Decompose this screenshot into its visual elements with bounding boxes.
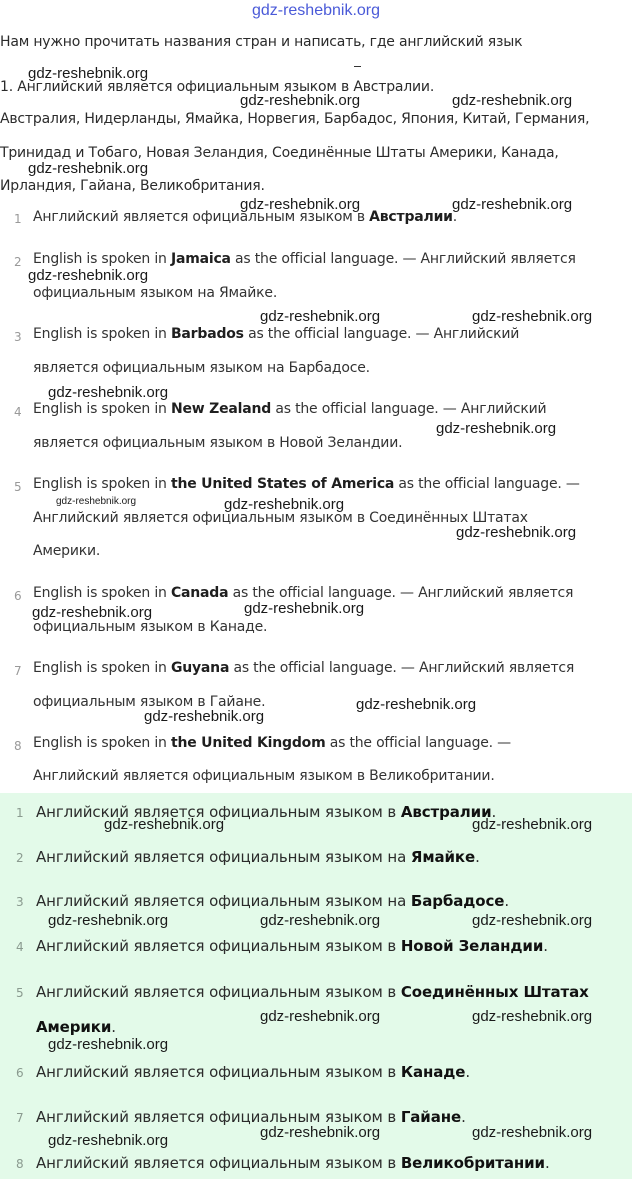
answer-line-2: Английский является официальным языком в Соединённых Штатах: [33, 510, 528, 526]
answer-line: English is spoken in Jamaica as the official language. — Английский является: [33, 251, 576, 267]
task-intro: Нам нужно прочитать названия стран и написать, где английский язык: [0, 34, 523, 50]
answer-line-2: Английский является официальным языком в Великобритании.: [33, 768, 495, 784]
answer-line: English is spoken in Guyana as the official language. — Английский является: [33, 660, 575, 676]
answer-line: English is spoken in New Zealand as the official language. — Английский: [33, 401, 547, 417]
translation-number: 8: [16, 1157, 24, 1171]
translation-number: 3: [16, 895, 24, 909]
watermark: gdz-reshebnik.org: [452, 92, 573, 109]
answer-number: 2: [14, 255, 22, 269]
countries-line-1: Австралия, Нидерланды, Ямайка, Норвегия, Барбадос, Япония, Китай, Германия,: [0, 111, 590, 127]
watermark: gdz-reshebnik.org: [436, 420, 557, 437]
translation-number: 1: [16, 806, 24, 820]
task-example: 1. Английский является официальным языком в Австралии.: [0, 79, 435, 95]
translation-line: Английский является официальным языком в Канаде.: [36, 1063, 471, 1081]
answer-number: 7: [14, 664, 22, 678]
translation-line: Английский является официальным языком в Новой Зеландии.: [36, 937, 548, 955]
translation-line: Английский является официальным языком в Гайане.: [36, 1108, 466, 1126]
answer-number: 6: [14, 589, 22, 603]
watermark: gdz-reshebnik.org: [56, 496, 137, 507]
watermark: gdz-reshebnik.org: [48, 912, 169, 929]
answer-line: English is spoken in Barbados as the official language. — Английский: [33, 326, 520, 342]
watermark: gdz-reshebnik.org: [48, 384, 169, 401]
watermark: gdz-reshebnik.org: [472, 308, 593, 325]
watermark: gdz-reshebnik.org: [240, 196, 361, 213]
watermark: gdz-reshebnik.org: [28, 160, 149, 177]
watermark: gdz-reshebnik.org: [356, 696, 477, 713]
watermark: gdz-reshebnik.org: [244, 600, 365, 617]
dash-mark: [354, 66, 361, 67]
watermark: gdz-reshebnik.org: [472, 816, 593, 833]
watermark: gdz-reshebnik.org: [260, 1008, 381, 1025]
translation-number: 5: [16, 986, 24, 1000]
answer-line: Английский является официальным языком в Австралии.: [33, 209, 458, 225]
watermark: gdz-reshebnik.org: [452, 196, 573, 213]
watermark: gdz-reshebnik.org: [28, 267, 149, 284]
watermark: gdz-reshebnik.org: [240, 92, 361, 109]
watermark: gdz-reshebnik.org: [224, 496, 345, 513]
translation-number: 4: [16, 940, 24, 954]
translation-number: 7: [16, 1111, 24, 1125]
answer-line-2: официальным языком в Гайане.: [33, 694, 266, 710]
answer-line: English is spoken in the United States of America as the official language. —: [33, 476, 580, 492]
answer-line-2: официальным языком на Ямайке.: [33, 285, 278, 301]
translation-line: Английский является официальным языком на Барбадосе.: [36, 892, 510, 910]
watermark: gdz-reshebnik.org: [472, 1008, 593, 1025]
watermark: gdz-reshebnik.org: [144, 708, 265, 725]
watermark: gdz-reshebnik.org: [472, 1124, 593, 1141]
answer-line-2: является официальным языком в Новой Зеландии.: [33, 435, 403, 451]
watermark: gdz-reshebnik.org: [28, 65, 149, 82]
translation-line: Английский является официальным языком в Великобритании.: [36, 1154, 550, 1172]
translation-line-2: Америки.: [36, 1018, 116, 1036]
translation-line: Английский является официальным языком на Ямайке.: [36, 848, 480, 866]
answer-line-2: официальным языком в Канаде.: [33, 619, 268, 635]
watermark: gdz-reshebnik.org: [104, 816, 225, 833]
answer-line: English is spoken in Canada as the official language. — Английский является: [33, 585, 574, 601]
watermark: gdz-reshebnik.org: [472, 912, 593, 929]
translation-number: 2: [16, 851, 24, 865]
watermark: gdz-reshebnik.org: [260, 308, 381, 325]
watermark: gdz-reshebnik.org: [48, 1132, 169, 1149]
translation-line: Английский является официальным языком в Соединённых Штатах: [36, 983, 589, 1001]
answer-number: 3: [14, 330, 22, 344]
watermark: gdz-reshebnik.org: [32, 604, 153, 621]
answer-line-3: Америки.: [33, 543, 101, 559]
countries-line-2: Тринидад и Тобаго, Новая Зеландия, Соединённые Штаты Америки, Канада,: [0, 145, 559, 161]
translation-line: Английский является официальным языком в Австралии.: [36, 803, 497, 821]
site-header[interactable]: gdz-reshebnik.org: [251, 2, 381, 19]
watermark: gdz-reshebnik.org: [260, 1124, 381, 1141]
answer-number: 1: [14, 212, 22, 226]
watermark: gdz-reshebnik.org: [48, 1036, 169, 1053]
answer-number: 4: [14, 405, 22, 419]
answer-number: 8: [14, 739, 22, 753]
countries-line-3: Ирландия, Гайана, Великобритания.: [0, 178, 265, 194]
answer-line-2: является официальным языком на Барбадосе.: [33, 360, 370, 376]
answer-line: English is spoken in the United Kingdom as the official language. —: [33, 735, 511, 751]
watermark: gdz-reshebnik.org: [456, 524, 577, 541]
watermark: gdz-reshebnik.org: [260, 912, 381, 929]
translation-number: 6: [16, 1066, 24, 1080]
answer-number: 5: [14, 480, 22, 494]
